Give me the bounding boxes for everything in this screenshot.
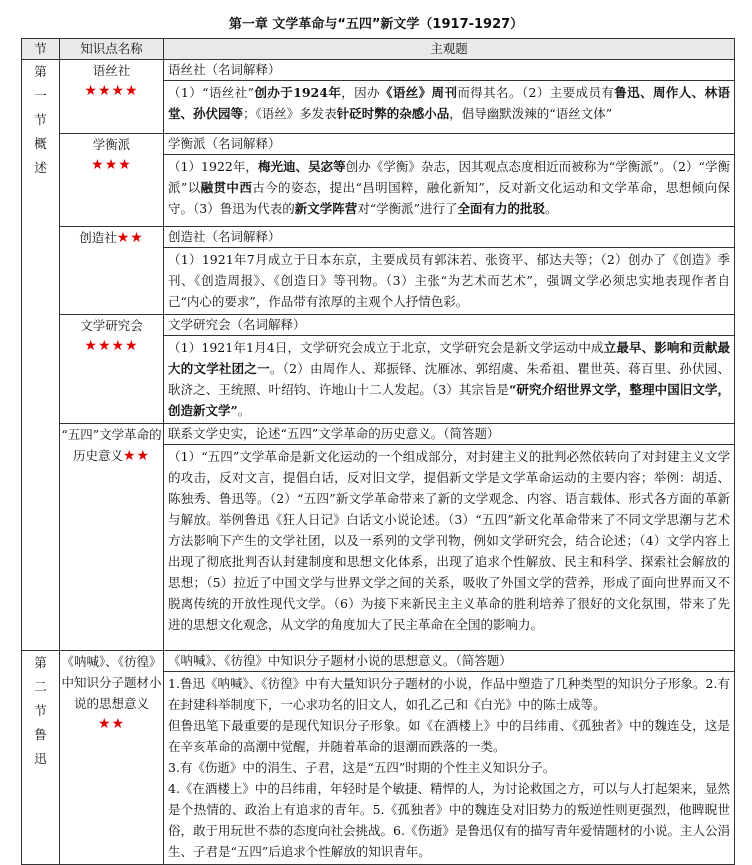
page-title: 第一章 文学革命与“五四”新文学（1917-1927） xyxy=(228,17,524,32)
answer-text xyxy=(164,672,734,864)
knowledge-point-name: 语丝社 xyxy=(92,63,131,78)
content-cell xyxy=(164,60,735,134)
table-row xyxy=(22,60,735,134)
answer-paragraph: 3.有《伤逝》中的涓生、子君，这是“五四”时期的个性主义知识分子。 xyxy=(168,760,556,775)
question-heading: 创造社（名词解释） xyxy=(164,227,734,248)
content-cell xyxy=(164,651,735,865)
table-row xyxy=(22,315,735,424)
knowledge-point-name: 文学研究会 xyxy=(80,318,143,333)
answer-text: （1）“五四”文学革命是新文化运动的一个组成部分，对封建主义的批判必然依转向了对封建主义文学的攻击，反对文言，提倡白话，反对旧文学，提倡新文学是文学革命运动的主要内容；举例：胡适、陈独秀、鲁迅等。（2）“五四”新文学革命带来了新的文学观念、内容、语言载体、形式各方面的革新与解放。举例鲁迅《狂人日记》白话文小说论述。（3）“五四”新文化革命带来了不同文学思潮与艺术方法影响下产生的文学社团，以及一系列的文学刊物，例如文学研究会，结合论述；（4）文学内容上出现了彻底批判否认封建制度和思想文化体系，出现了追求个性解放、民主和科学、探索社会解放的思想；（5）拉近了中国文学与世界文学之间的关系，吸收了外国文学的营养，形成了面向世界而又不脱离传统的开放性现代文学。（6）为接下来新民主主义革命的胜利培养了很好的文化氛围，带来了先进的思想文化观念，从文学的角度加大了民主革命在全国的影响力。 xyxy=(168,449,730,632)
section-label: 第一节概述 xyxy=(34,64,47,175)
content-cell xyxy=(164,227,735,315)
question-heading: 文学研究会（名词解释） xyxy=(164,315,734,336)
header-section: 节 xyxy=(22,39,60,60)
importance-stars: ★★★ xyxy=(91,157,132,173)
knowledge-point-name: 学衡派 xyxy=(92,137,131,152)
table-header-row xyxy=(22,39,735,60)
importance-stars: ★★ xyxy=(97,716,126,732)
knowledge-point-cell xyxy=(60,315,164,424)
table-row xyxy=(22,651,735,865)
answer-text: （1）1921年7月成立于日本东京，主要成员有郭沫若、张资平、郁达夫等；（2）创办了《创造》季刊、《创造周报》、《创造日》等刊物。（3）主张“为艺术而艺术”，强调文学必须忠实地表现作者自己“内心的要求”，作品带有浓厚的主观个人抒情色彩。 xyxy=(168,252,730,309)
section-cell xyxy=(22,60,60,651)
knowledge-point-name: “五四”文学革命的历史意义★★ xyxy=(61,427,162,464)
table-row xyxy=(22,227,735,315)
content-cell xyxy=(164,424,735,651)
knowledge-point-cell xyxy=(60,60,164,134)
content-cell xyxy=(164,315,735,424)
answer-paragraph: 4.《在酒楼上》中的吕纬甫，年轻时是个敏捷、精悍的人，为讨论救国之方，可以与人打起架来，显然是个热情的、政治上有追求的青年。5.《孤独者》中的魏连殳对旧势力的叛逆性则更强烈，他睥睨世俗，敢于用玩世不恭的态度向社会挑战。6.《伤逝》是鲁迅仅有的描写青年爱情题材的小说。主人公涓生、子君是“五四”后追求个性解放的知识青年。 xyxy=(168,781,730,859)
importance-stars: ★★ xyxy=(116,230,144,246)
question-heading: 联系文学史实，论述“五四”文学革命的历史意义。（简答题） xyxy=(164,424,734,445)
table-row xyxy=(22,424,735,651)
header-content: 主观题 xyxy=(164,39,735,60)
question-heading: 学衡派（名词解释） xyxy=(164,134,734,155)
knowledge-point-cell xyxy=(60,134,164,227)
answer-text: （1）“语丝社”创办于1924年，因办《语丝》周刊而得其名。（2）主要成员有鲁迅、周作人、林语堂、孙伏园等；《语丝》多发表针砭时弊的杂感小品，倡导幽默泼辣的“语丝文体” xyxy=(168,85,730,121)
knowledge-point-cell xyxy=(60,227,164,315)
table-row xyxy=(22,134,735,227)
knowledge-point-cell xyxy=(60,651,164,865)
answer-paragraph: 1.鲁迅《呐喊》、《彷徨》中有大量知识分子题材的小说，作品中塑造了几种类型的知识分子形象。2.有在封建科举制度下，一心求功名的旧文人，如孔乙己和《白光》中的陈士成等。 xyxy=(168,676,730,712)
section-label: 第二节鲁迅 xyxy=(34,655,47,766)
content-cell xyxy=(164,134,735,227)
question-heading: 语丝社（名词解释） xyxy=(164,60,734,81)
importance-stars: ★★ xyxy=(122,448,151,464)
knowledge-point-name: 《呐喊》、《彷徨》中知识分子题材小说的思想意义 xyxy=(61,654,162,711)
answer-text: （1）1921年1月4日，文学研究会成立于北京，文学研究会是新文学运动中成立最早、影响和贡献最大的文学社团之一。（2）由周作人、郑振铎、沈雁冰、郭绍虞、朱希祖、瞿世英、蒋百里、孙伏园、耿济之、王统照、叶绍钧、许地山十二人发起。（3）其宗旨是“研究介绍世界文学，整理中国旧文学，创造新文学”。 xyxy=(168,340,730,418)
answer-paragraph: 但鲁迅笔下最重要的是现代知识分子形象。如《在酒楼上》中的吕纬甫、《孤独者》中的魏连殳，这是在辛亥革命的高潮中觉醒，并随着革命的退潮而跌落的一类。 xyxy=(168,718,730,754)
knowledge-point-cell xyxy=(60,424,164,651)
header-knowledge-point: 知识点名称 xyxy=(60,39,164,60)
answer-text: （1）1922年，梅光迪、吴宓等创办《学衡》杂志，因其观点态度相近而被称为“学衡派”。（2）“学衡派”以融贯中西古今的姿态，提出“昌明国粹，融化新知”，反对新文化运动和文学革命，思想倾向保守。（3）鲁迅为代表的新文学阵营对“学衡派”进行了全面有力的批驳。 xyxy=(168,159,730,216)
knowledge-point-name: 创造社★★ xyxy=(79,230,144,246)
knowledge-table xyxy=(21,38,735,865)
question-heading: 《呐喊》、《彷徨》中知识分子题材小说的思想意义。（简答题） xyxy=(164,651,734,672)
section-cell xyxy=(22,651,60,865)
importance-stars: ★★★★ xyxy=(84,338,139,354)
importance-stars: ★★★★ xyxy=(84,83,139,99)
